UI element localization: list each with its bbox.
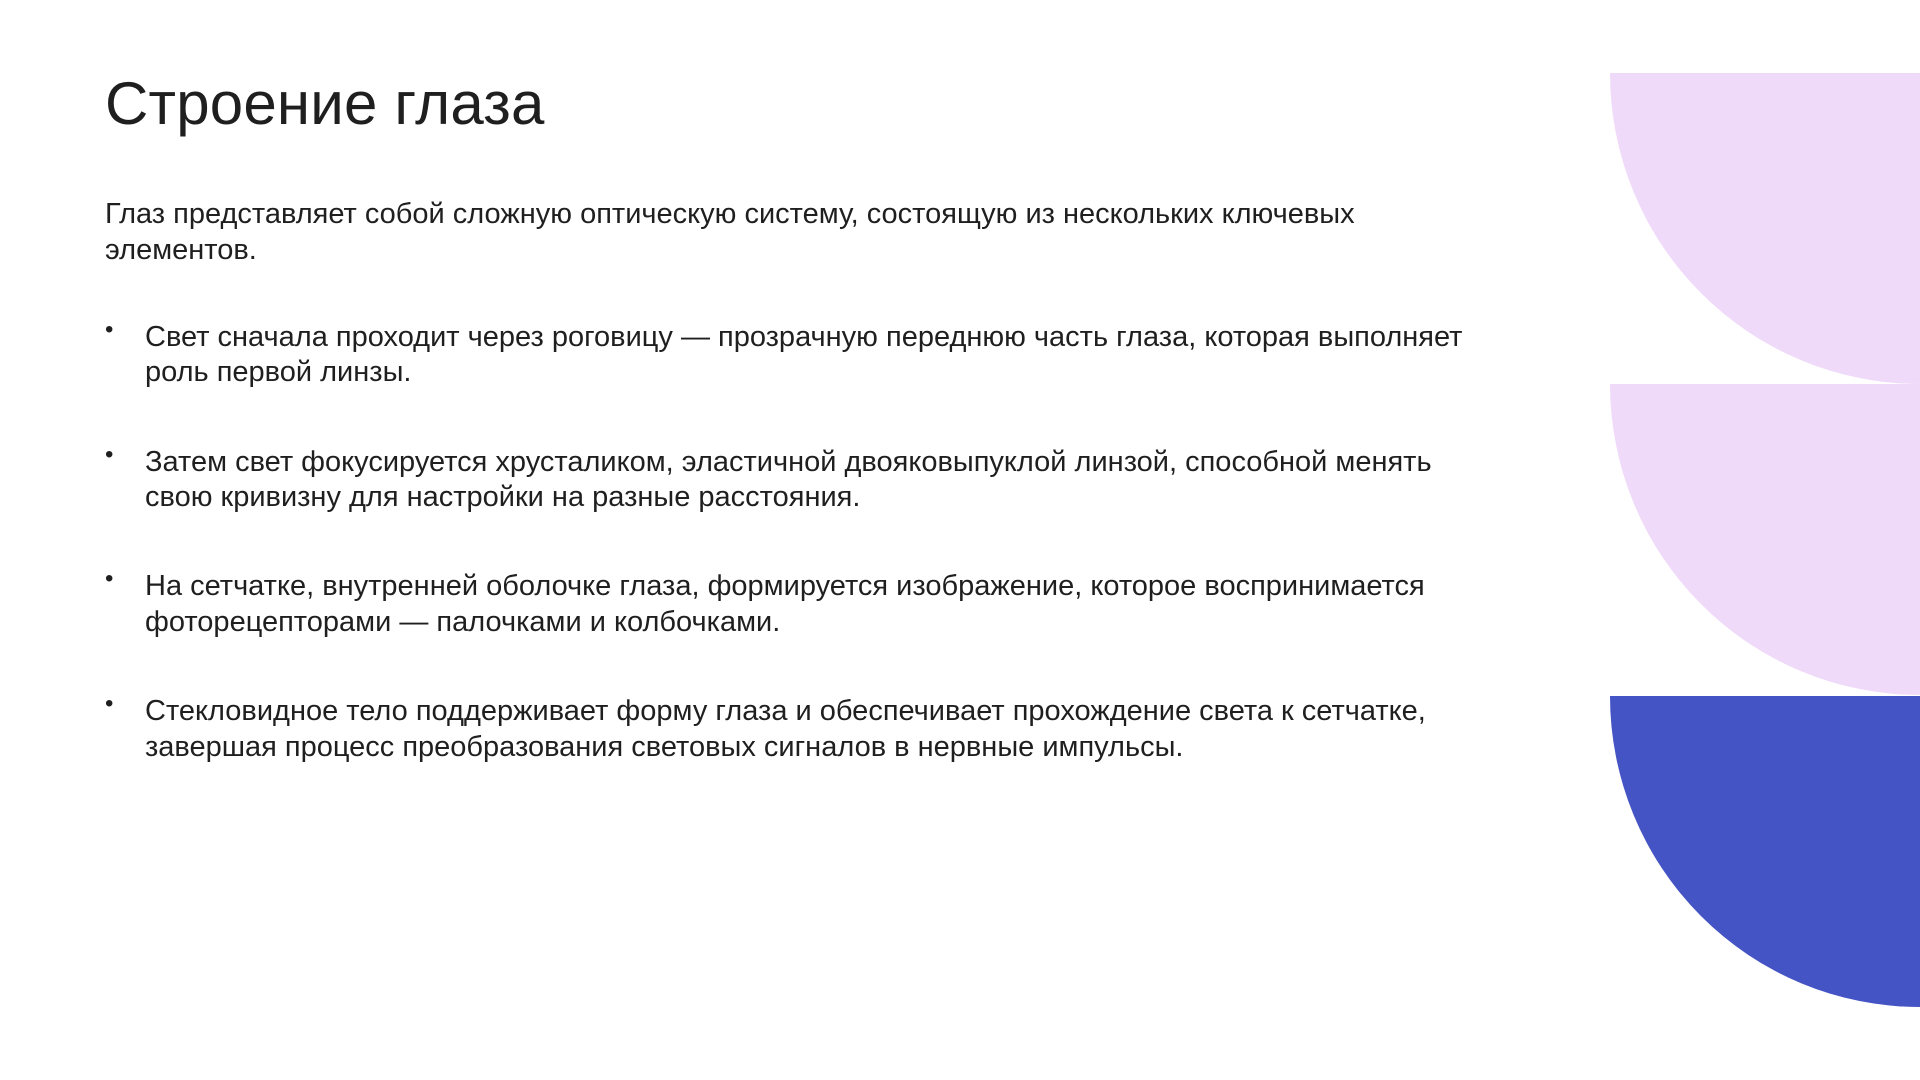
list-item: [105, 690, 1475, 765]
list-item-text: Затем свет фокусируется хрусталиком, эластичной двояковыпуклой линзой, способной менять свою кривизну для настройки на разные расстояния.: [145, 445, 1432, 514]
decorative-shapes: [1610, 0, 1920, 1080]
decorative-quarter-circle-bottom: [1610, 696, 1920, 1007]
bullet-dot: •: [105, 690, 114, 718]
bullet-dot: •: [105, 440, 114, 468]
slide-content: [105, 70, 1475, 819]
bullet-dot: •: [105, 315, 114, 343]
bullet-dot: •: [105, 565, 114, 593]
bullet-list: [105, 315, 1475, 765]
page-title: Строение глаза: [105, 70, 545, 137]
intro-text: Глаз представляет собой сложную оптическую систему, состоящую из нескольких ключевых элементов.: [105, 198, 1355, 266]
list-item-text: Стекловидное тело поддерживает форму глаза и обеспечивает прохождение света к сетчатке, завершая процесс преобразования световых сигналов в нервные импульсы.: [145, 695, 1426, 763]
list-item: [105, 440, 1475, 516]
decorative-quarter-circle-top: [1610, 73, 1920, 384]
list-item-text: На сетчатке, внутренней оболочке глаза, формируется изображение, которое воспринимается фоторецепторами — палочками и колбочками.: [145, 570, 1425, 638]
list-item: [105, 565, 1475, 640]
list-item-text: Свет сначала проходит через роговицу — прозрачную переднюю часть глаза, которая выполняет роль первой линзы.: [145, 320, 1463, 389]
decorative-quarter-circle-middle: [1610, 384, 1920, 695]
list-item: [105, 315, 1475, 391]
